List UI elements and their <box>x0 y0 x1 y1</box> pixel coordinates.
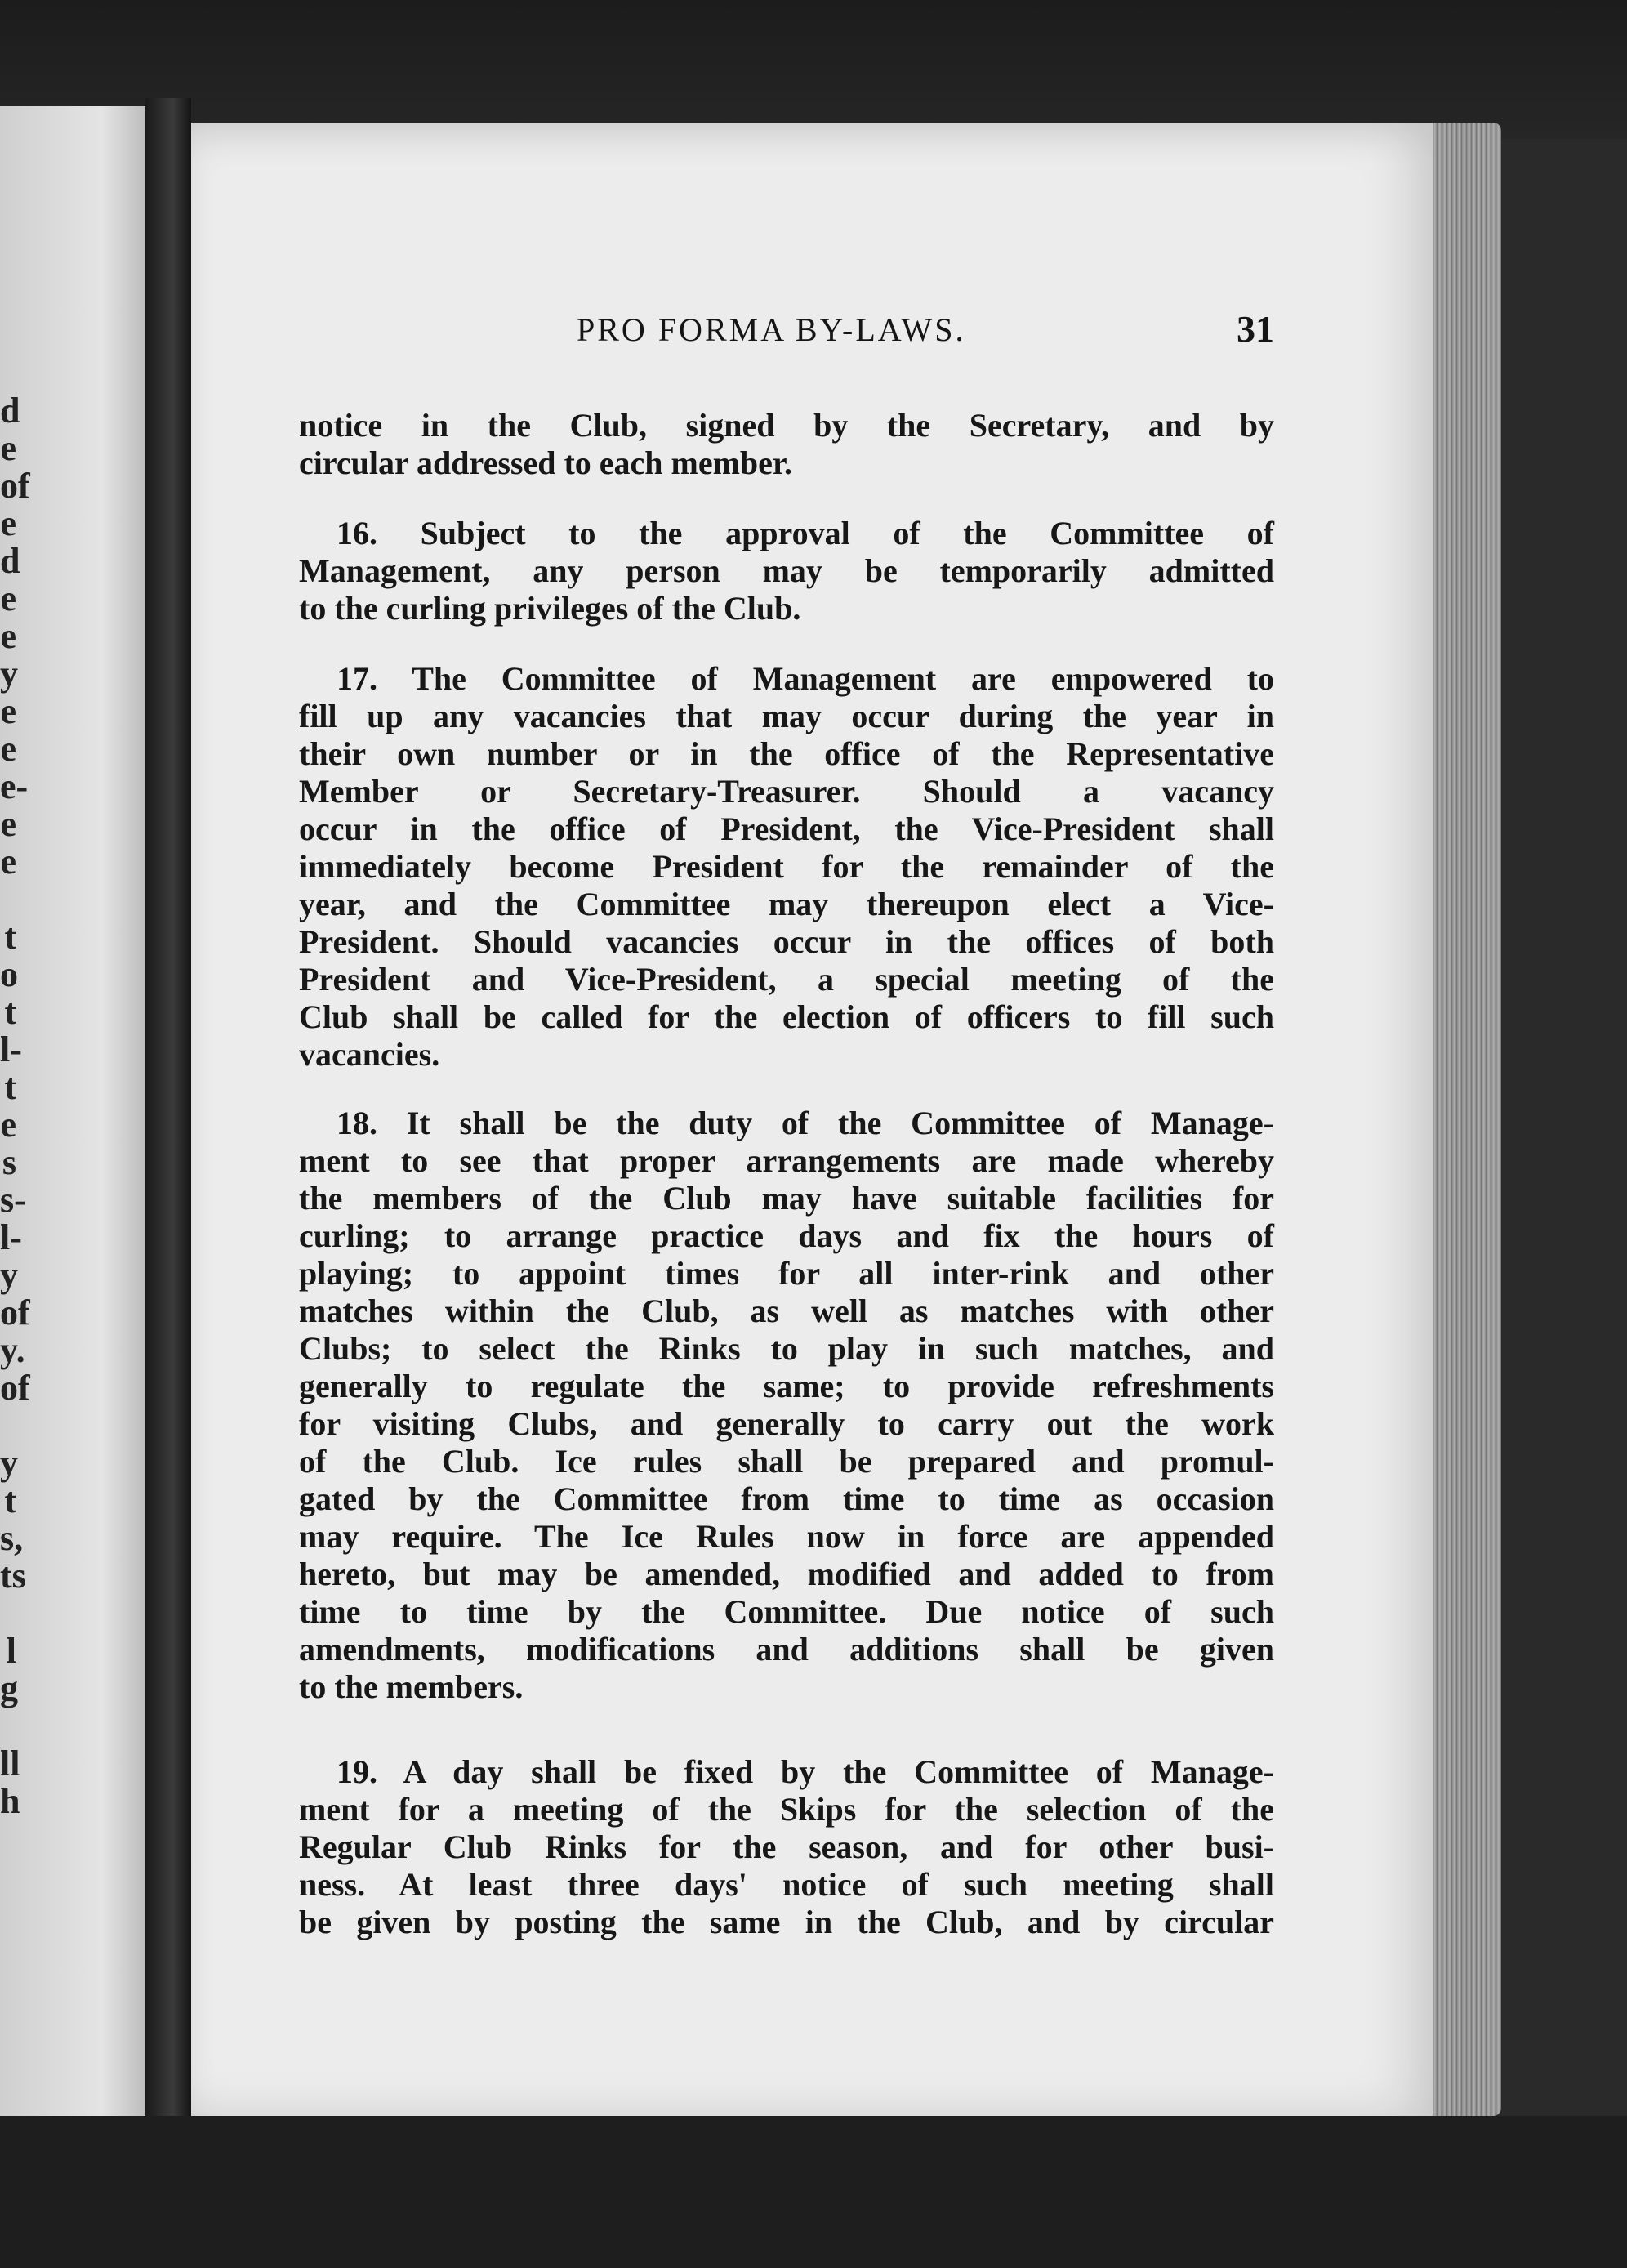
text-line: year, and the Committee may thereupon elect a Vice- <box>299 886 1274 922</box>
left-page-fragment: l- <box>0 1217 22 1257</box>
left-page-fragment: e <box>0 691 16 731</box>
text-line: Management, any person may be temporarily admitted <box>299 552 1274 589</box>
left-page-fragment: t <box>4 992 16 1032</box>
text-line: generally to regulate the same; to provide refreshments <box>299 1368 1274 1404</box>
text-line: 19. A day shall be fixed by the Committee of Manage- <box>337 1753 1274 1790</box>
left-page-fragment: e <box>0 729 16 769</box>
text-line: for visiting Clubs, and generally to carry out the work <box>299 1405 1274 1442</box>
left-page-fragment: t <box>4 1480 16 1520</box>
text-line: matches within the Club, as well as matches with other <box>299 1292 1274 1329</box>
text-line: Regular Club Rinks for the season, and for other busi- <box>299 1828 1274 1865</box>
left-page-fragment: s- <box>0 1180 26 1220</box>
text-line: Club shall be called for the election of officers to fill such <box>299 998 1274 1035</box>
left-page-fragment: g <box>0 1668 18 1708</box>
text-line: ment to see that proper arrangements are made whereby <box>299 1142 1274 1179</box>
left-page-fragment: l- <box>0 1029 22 1069</box>
text-line: to the members. <box>299 1668 524 1705</box>
text-line: 18. It shall be the duty of the Committee of Manage- <box>337 1105 1274 1141</box>
text-line: gated by the Committee from time to time as occasion <box>299 1480 1274 1517</box>
left-page-fragment: d <box>0 541 20 581</box>
text-line: ment for a meeting of the Skips for the selection of the <box>299 1791 1274 1828</box>
text-line: Clubs; to select the Rinks to play in such matches, and <box>299 1330 1274 1367</box>
left-facing-page <box>0 106 145 2116</box>
left-page-fragment <box>0 1407 145 1444</box>
left-page-fragment: y. <box>0 1330 25 1370</box>
left-page-fragment: d <box>0 391 20 431</box>
left-page-fragment: e <box>0 1105 16 1145</box>
text-line: notice in the Club, signed by the Secretary, and by <box>299 407 1274 444</box>
left-page-fragment: ll <box>0 1743 20 1784</box>
left-page-fragment <box>0 1708 145 1745</box>
page-number: 31 <box>1237 308 1274 350</box>
header-title: PRO FORMA BY-LAWS. <box>577 311 966 348</box>
left-page-fragment: y <box>0 654 18 694</box>
scan-background-bottom <box>0 2116 1627 2268</box>
text-line: 16. Subject to the approval of the Committee of <box>337 515 1274 551</box>
left-page-fragment: of <box>0 466 30 506</box>
left-page-fragment: of <box>0 1292 30 1333</box>
text-line: 17. The Committee of Management are empowered to <box>337 660 1274 697</box>
text-line: may require. The Ice Rules now in force are appended <box>299 1518 1274 1555</box>
text-line: their own number or in the office of the Representative <box>299 735 1274 772</box>
text-line: vacancies. <box>299 1036 440 1073</box>
left-page-fragment: ts <box>0 1556 26 1596</box>
left-page-fragments <box>0 392 145 1820</box>
text-line: of the Club. Ice rules shall be prepared and promul- <box>299 1443 1274 1480</box>
left-page-fragment: y <box>0 1443 18 1483</box>
text-line: playing; to appoint times for all inter-rink and other <box>299 1255 1274 1292</box>
text-line: circular addressed to each member. <box>299 444 793 481</box>
left-page-fragment: t <box>4 1067 16 1107</box>
left-page-fragment: s <box>2 1142 16 1182</box>
running-header <box>299 310 1274 359</box>
text-line: Member or Secretary-Treasurer. Should a vacancy <box>299 773 1274 810</box>
text-line: President and Vice-President, a special meeting of the <box>299 961 1274 998</box>
text-line: occur in the office of President, the Vice-President shall <box>299 810 1274 847</box>
paragraph-18 <box>299 1105 1274 1706</box>
text-line: fill up any vacancies that may occur during the year in <box>299 698 1274 734</box>
left-page-fragment: s, <box>0 1518 24 1558</box>
text-line: President. Should vacancies occur in the offices of both <box>299 923 1274 960</box>
paragraph-19 <box>299 1753 1274 1941</box>
text-line: immediately become President for the remainder of the <box>299 848 1274 885</box>
text-line: time to time by the Committee. Due notice of such <box>299 1593 1274 1630</box>
text-line: curling; to arrange practice days and fix the hours of <box>299 1217 1274 1254</box>
text-line: be given by posting the same in the Club, and by circular <box>299 1904 1274 1940</box>
left-page-fragment: o <box>0 954 18 994</box>
paragraph-continuation <box>299 407 1274 482</box>
text-line: ness. At least three days' notice of such meeting shall <box>299 1866 1274 1903</box>
left-page-fragment: e <box>0 578 16 618</box>
left-page-fragment: l <box>6 1631 16 1671</box>
left-page-fragment: e <box>0 503 16 543</box>
text-line: amendments, modifications and additions shall be given <box>299 1631 1274 1668</box>
left-page-fragment: y <box>0 1255 18 1295</box>
paragraph-17 <box>299 660 1274 1074</box>
paragraph-16 <box>299 515 1274 627</box>
page-edges <box>1433 123 1501 2116</box>
left-page-fragment: e <box>0 428 16 468</box>
left-page-fragment: of <box>0 1368 30 1408</box>
left-page-fragment: e <box>0 842 16 882</box>
left-page-fragment <box>0 1595 145 1632</box>
left-page-fragment: e <box>0 616 16 656</box>
text-line: hereto, but may be amended, modified and added to from <box>299 1556 1274 1592</box>
left-page-fragment: h <box>0 1781 20 1821</box>
text-line: the members of the Club may have suitable facilities for <box>299 1180 1274 1217</box>
scan-background-top <box>0 0 1627 139</box>
left-page-fragment: e- <box>0 766 29 806</box>
left-page-fragment: t <box>4 917 16 957</box>
book-gutter <box>145 98 191 2124</box>
left-page-fragment <box>0 881 145 918</box>
left-page-fragment: e <box>0 804 16 844</box>
text-line: to the curling privileges of the Club. <box>299 590 801 627</box>
